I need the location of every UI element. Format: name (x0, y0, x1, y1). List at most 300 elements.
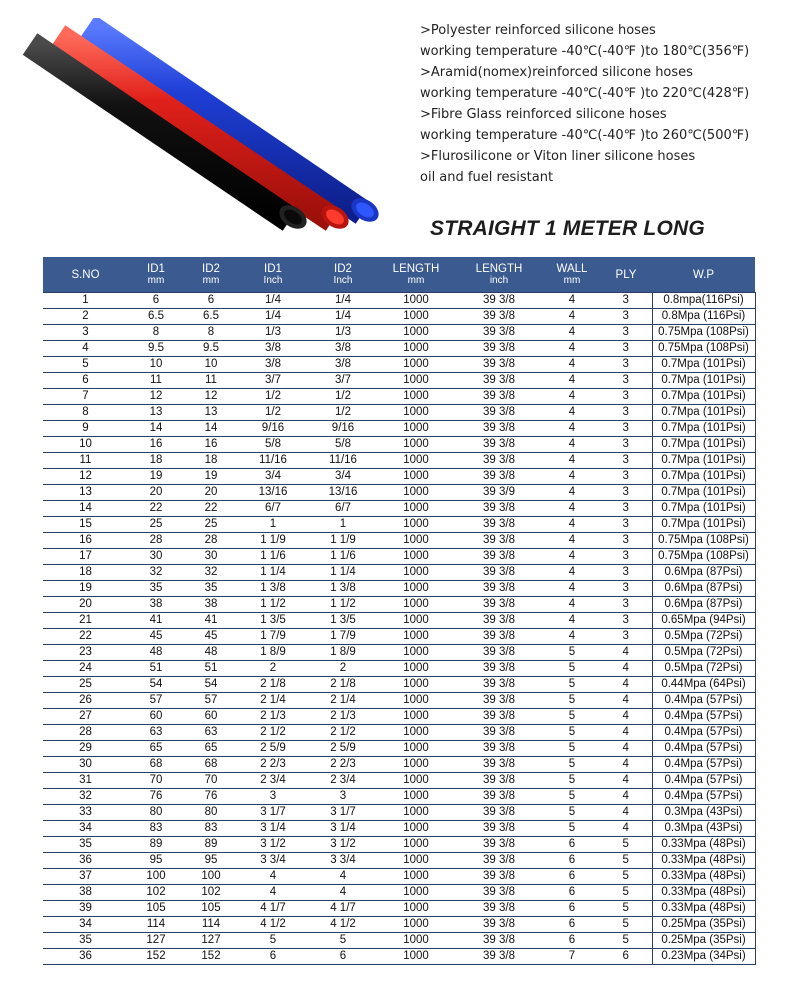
table-cell: 4 (308, 869, 378, 885)
table-cell: 0.6Mpa (87Psi) (652, 581, 755, 597)
table-cell: 152 (184, 949, 238, 965)
table-cell: 0.33Mpa (48Psi) (652, 869, 755, 885)
table-cell: 27 (43, 709, 128, 725)
table-cell: 6 (544, 933, 600, 949)
table-cell: 6/7 (308, 501, 378, 517)
table-cell: 39 3/8 (454, 325, 544, 341)
table-cell: 3/8 (308, 341, 378, 357)
table-cell: 1000 (378, 453, 454, 469)
table-cell: 8 (184, 325, 238, 341)
table-cell: 0.7Mpa (101Psi) (652, 373, 755, 389)
table-cell: 4 (600, 789, 652, 805)
table-cell: 5 (544, 757, 600, 773)
table-row (43, 837, 755, 853)
table-cell: 5 (544, 741, 600, 757)
table-cell: 1/3 (238, 325, 308, 341)
table-cell: 4 (544, 341, 600, 357)
table-row (43, 421, 755, 437)
table-cell: 3 (238, 789, 308, 805)
table-cell: 1 1/4 (308, 565, 378, 581)
table-row (43, 357, 755, 373)
table-cell: 4 (600, 805, 652, 821)
table-cell: 3 (600, 325, 652, 341)
table-cell: 1000 (378, 901, 454, 917)
table-cell: 11/16 (238, 453, 308, 469)
table-cell: 39 3/8 (454, 309, 544, 325)
table-cell: 68 (184, 757, 238, 773)
table-cell: 6 (544, 853, 600, 869)
table-cell: 39 3/8 (454, 677, 544, 693)
table-cell: 4 (544, 325, 600, 341)
table-cell: 3 (600, 629, 652, 645)
table-cell: 6.5 (184, 309, 238, 325)
table-cell: 0.75Mpa (108Psi) (652, 325, 755, 341)
table-cell: 105 (128, 901, 184, 917)
table-cell: 39 3/8 (454, 581, 544, 597)
table-cell: 0.7Mpa (101Psi) (652, 517, 755, 533)
table-cell: 5 (600, 853, 652, 869)
table-cell: 1000 (378, 661, 454, 677)
table-cell: 1 1/2 (308, 597, 378, 613)
table-cell: 45 (128, 629, 184, 645)
column-header-name: ID2 (334, 262, 352, 275)
table-cell: 4 (43, 341, 128, 357)
table-cell: 7 (544, 949, 600, 965)
table-cell: 0.6Mpa (87Psi) (652, 565, 755, 581)
table-cell: 0.7Mpa (101Psi) (652, 469, 755, 485)
table-cell: 4 (600, 677, 652, 693)
column-header-unit: Inch (333, 274, 353, 286)
table-row (43, 565, 755, 581)
table-cell: 14 (128, 421, 184, 437)
table-cell: 28 (184, 533, 238, 549)
table-cell: 39 3/8 (454, 661, 544, 677)
table-cell: 95 (184, 853, 238, 869)
spec-line: >Polyester reinforced silicone hoses (420, 23, 656, 38)
table-cell: 54 (184, 677, 238, 693)
table-cell: 0.4Mpa (57Psi) (652, 757, 755, 773)
table-cell: 13 (184, 405, 238, 421)
table-cell: 3 (600, 405, 652, 421)
table-cell: 3 3/4 (238, 853, 308, 869)
table-cell: 1/2 (308, 389, 378, 405)
table-row (43, 469, 755, 485)
table-cell: 1000 (378, 933, 454, 949)
table-cell: 26 (43, 693, 128, 709)
table-cell: 127 (128, 933, 184, 949)
table-cell: 51 (184, 661, 238, 677)
table-row (43, 869, 755, 885)
spec-line: >Fibre Glass reinforced silicone hoses (420, 107, 667, 122)
table-cell: 3/7 (238, 373, 308, 389)
table-cell: 34 (43, 917, 128, 933)
table-cell: 3 (600, 469, 652, 485)
table-cell: 5 (600, 885, 652, 901)
table-row (43, 677, 755, 693)
table-cell: 33 (43, 805, 128, 821)
table-cell: 5 (600, 837, 652, 853)
spec-table-container (43, 257, 755, 965)
table-cell: 37 (43, 869, 128, 885)
table-cell: 4 (544, 501, 600, 517)
table-cell: 83 (128, 821, 184, 837)
table-cell: 39 3/8 (454, 645, 544, 661)
column-header-name: WALL (556, 262, 588, 275)
table-cell: 4 (544, 453, 600, 469)
table-cell: 6 (308, 949, 378, 965)
table-cell: 13/16 (308, 485, 378, 501)
silicone-hoses-illustration (18, 18, 408, 238)
table-cell: 100 (128, 869, 184, 885)
table-cell: 20 (128, 485, 184, 501)
table-cell: 14 (184, 421, 238, 437)
table-cell: 0.33Mpa (48Psi) (652, 885, 755, 901)
table-cell: 1000 (378, 341, 454, 357)
table-cell: 11 (184, 373, 238, 389)
column-header (308, 257, 378, 293)
table-cell: 1 3/8 (308, 581, 378, 597)
table-cell: 3 1/7 (238, 805, 308, 821)
table-cell: 39 3/8 (454, 373, 544, 389)
table-cell: 0.75Mpa (108Psi) (652, 549, 755, 565)
table-cell: 39 3/8 (454, 629, 544, 645)
table-cell: 16 (184, 437, 238, 453)
table-cell: 1000 (378, 501, 454, 517)
table-cell: 3 (600, 453, 652, 469)
table-row (43, 325, 755, 341)
table-cell: 39 3/8 (454, 341, 544, 357)
table-cell: 95 (128, 853, 184, 869)
table-cell: 5 (544, 709, 600, 725)
table-cell: 3 (600, 373, 652, 389)
table-row (43, 757, 755, 773)
table-cell: 4 (544, 437, 600, 453)
table-row (43, 389, 755, 405)
table-row (43, 613, 755, 629)
table-cell: 2 1/4 (238, 693, 308, 709)
table-cell: 1000 (378, 709, 454, 725)
table-cell: 13 (128, 405, 184, 421)
column-header (378, 257, 454, 293)
table-cell: 4 (600, 661, 652, 677)
table-cell: 48 (128, 645, 184, 661)
table-cell: 39 3/8 (454, 293, 544, 309)
table-cell: 2 3/4 (308, 773, 378, 789)
table-cell: 6 (544, 869, 600, 885)
column-header (454, 257, 544, 293)
table-cell: 4 1/7 (238, 901, 308, 917)
table-row (43, 821, 755, 837)
table-cell: 6 (544, 837, 600, 853)
table-cell: 10 (128, 357, 184, 373)
table-cell: 0.4Mpa (57Psi) (652, 741, 755, 757)
table-row (43, 485, 755, 501)
column-header-name: ID1 (147, 262, 165, 275)
table-row (43, 437, 755, 453)
table-cell: 114 (128, 917, 184, 933)
column-header (128, 257, 184, 293)
table-cell: 89 (184, 837, 238, 853)
table-cell: 83 (184, 821, 238, 837)
table-cell: 5 (544, 677, 600, 693)
table-cell: 39 3/8 (454, 453, 544, 469)
table-cell: 0.75Mpa (108Psi) (652, 341, 755, 357)
table-cell: 4 (544, 293, 600, 309)
table-cell: 4 (238, 869, 308, 885)
table-cell: 15 (43, 517, 128, 533)
table-cell: 3 (600, 565, 652, 581)
table-cell: 4 (544, 421, 600, 437)
table-cell: 3/7 (308, 373, 378, 389)
table-cell: 9 (43, 421, 128, 437)
table-cell: 1000 (378, 645, 454, 661)
table-cell: 3 1/7 (308, 805, 378, 821)
table-cell: 3 (308, 789, 378, 805)
table-cell: 0.25Mpa (35Psi) (652, 933, 755, 949)
table-cell: 1 1/6 (238, 549, 308, 565)
table-cell: 4 (544, 517, 600, 533)
table-cell: 0.4Mpa (57Psi) (652, 773, 755, 789)
table-cell: 1 3/5 (238, 613, 308, 629)
table-cell: 6 (43, 373, 128, 389)
table-cell: 1000 (378, 917, 454, 933)
table-cell: 1000 (378, 421, 454, 437)
table-cell: 3 3/4 (308, 853, 378, 869)
table-cell: 57 (128, 693, 184, 709)
table-cell: 76 (128, 789, 184, 805)
table-cell: 65 (128, 741, 184, 757)
table-cell: 20 (43, 597, 128, 613)
table-cell: 4 (308, 885, 378, 901)
column-header-name: ID1 (264, 262, 282, 275)
column-header-unit: mm (563, 274, 581, 286)
table-cell: 1000 (378, 821, 454, 837)
column-header-name: W.P (692, 268, 715, 281)
table-cell: 0.7Mpa (101Psi) (652, 357, 755, 373)
table-cell: 57 (184, 693, 238, 709)
table-cell: 39 3/8 (454, 837, 544, 853)
column-header (600, 257, 652, 293)
table-cell: 39 3/8 (454, 565, 544, 581)
table-cell: 6 (184, 293, 238, 309)
table-cell: 16 (43, 533, 128, 549)
table-cell: 1/4 (308, 293, 378, 309)
column-header-name: LENGTH (392, 262, 440, 275)
table-cell: 5 (544, 805, 600, 821)
table-cell: 39 3/8 (454, 357, 544, 373)
table-cell: 12 (43, 469, 128, 485)
table-cell: 3/8 (308, 357, 378, 373)
column-header-name: ID2 (202, 262, 220, 275)
table-cell: 5 (238, 933, 308, 949)
table-cell: 1 3/8 (238, 581, 308, 597)
column-header-unit: inch (489, 274, 509, 286)
table-cell: 39 3/8 (454, 517, 544, 533)
table-row (43, 293, 755, 309)
table-cell: 1000 (378, 629, 454, 645)
table-cell: 2 1/8 (308, 677, 378, 693)
table-cell: 68 (128, 757, 184, 773)
table-cell: 4 (544, 581, 600, 597)
table-cell: 39 3/8 (454, 437, 544, 453)
table-cell: 39 3/8 (454, 693, 544, 709)
table-cell: 0.4Mpa (57Psi) (652, 725, 755, 741)
table-row (43, 693, 755, 709)
table-cell: 9/16 (238, 421, 308, 437)
table-cell: 39 3/8 (454, 421, 544, 437)
table-cell: 24 (43, 661, 128, 677)
table-row (43, 661, 755, 677)
table-cell: 2 5/9 (308, 741, 378, 757)
spec-line: >Aramid(nomex)reinforced silicone hoses (420, 65, 693, 80)
spec-line: working temperature -40℃(-40℉ )to 260℃(500℉) (420, 128, 750, 143)
table-cell: 10 (184, 357, 238, 373)
table-cell: 18 (43, 565, 128, 581)
table-cell: 28 (128, 533, 184, 549)
table-cell: 1 8/9 (308, 645, 378, 661)
table-cell: 1000 (378, 325, 454, 341)
table-cell: 36 (43, 949, 128, 965)
table-cell: 39 3/8 (454, 885, 544, 901)
column-header (544, 257, 600, 293)
table-cell: 0.6Mpa (87Psi) (652, 597, 755, 613)
table-row (43, 949, 755, 965)
table-cell: 39 3/8 (454, 789, 544, 805)
table-cell: 1000 (378, 757, 454, 773)
table-row (43, 885, 755, 901)
table-cell: 70 (128, 773, 184, 789)
table-row (43, 581, 755, 597)
table-cell: 5 (544, 725, 600, 741)
table-cell: 6 (544, 885, 600, 901)
column-header (652, 257, 755, 293)
table-cell: 4 (544, 357, 600, 373)
table-cell: 0.7Mpa (101Psi) (652, 421, 755, 437)
table-row (43, 501, 755, 517)
table-cell: 4 (544, 469, 600, 485)
table-cell: 5 (600, 933, 652, 949)
table-cell: 4 (544, 533, 600, 549)
table-cell: 60 (184, 709, 238, 725)
spec-table (43, 257, 756, 965)
table-row (43, 789, 755, 805)
table-cell: 11 (128, 373, 184, 389)
table-cell: 1/2 (238, 405, 308, 421)
table-cell: 2 1/2 (308, 725, 378, 741)
table-cell: 39 3/8 (454, 533, 544, 549)
table-cell: 22 (184, 501, 238, 517)
table-cell: 0.5Mpa (72Psi) (652, 661, 755, 677)
table-cell: 4 (600, 821, 652, 837)
table-cell: 1000 (378, 373, 454, 389)
table-row (43, 597, 755, 613)
table-cell: 6 (600, 949, 652, 965)
table-cell: 34 (43, 821, 128, 837)
table-cell: 35 (184, 581, 238, 597)
column-header-unit: Inch (263, 274, 283, 286)
table-cell: 1000 (378, 437, 454, 453)
table-cell: 18 (184, 453, 238, 469)
table-cell: 0.33Mpa (48Psi) (652, 853, 755, 869)
table-cell: 4 (600, 693, 652, 709)
table-cell: 3 (43, 325, 128, 341)
material-spec-list (420, 20, 790, 188)
table-cell: 39 3/8 (454, 853, 544, 869)
table-cell: 3 1/2 (308, 837, 378, 853)
table-cell: 4 (544, 485, 600, 501)
table-cell: 3 (600, 309, 652, 325)
table-cell: 39 (43, 901, 128, 917)
table-cell: 1000 (378, 949, 454, 965)
table-cell: 22 (43, 629, 128, 645)
table-cell: 152 (128, 949, 184, 965)
table-cell: 6 (128, 293, 184, 309)
table-cell: 35 (43, 933, 128, 949)
table-cell: 39 3/8 (454, 725, 544, 741)
table-cell: 19 (128, 469, 184, 485)
table-cell: 0.8mpa(116Psi) (652, 293, 755, 309)
table-cell: 4 (544, 629, 600, 645)
table-cell: 32 (43, 789, 128, 805)
table-cell: 16 (128, 437, 184, 453)
spec-line: oil and fuel resistant (420, 170, 554, 185)
table-cell: 31 (43, 773, 128, 789)
table-row (43, 309, 755, 325)
table-cell: 3 (600, 357, 652, 373)
table-cell: 29 (43, 741, 128, 757)
table-cell: 21 (43, 613, 128, 629)
table-cell: 3 1/2 (238, 837, 308, 853)
table-cell: 3 (600, 517, 652, 533)
table-cell: 3 (600, 501, 652, 517)
table-cell: 4 (544, 389, 600, 405)
table-cell: 1000 (378, 693, 454, 709)
table-cell: 0.33Mpa (48Psi) (652, 837, 755, 853)
table-cell: 39 3/8 (454, 917, 544, 933)
table-cell: 5 (544, 645, 600, 661)
table-cell: 0.33Mpa (48Psi) (652, 901, 755, 917)
table-cell: 39 3/9 (454, 485, 544, 501)
table-cell: 39 3/8 (454, 501, 544, 517)
table-cell: 1/2 (238, 389, 308, 405)
table-cell: 19 (43, 581, 128, 597)
table-cell: 39 3/8 (454, 821, 544, 837)
table-cell: 41 (128, 613, 184, 629)
table-cell: 20 (184, 485, 238, 501)
table-cell: 4 1/2 (238, 917, 308, 933)
spec-line: working temperature -40℃(-40℉ )to 220℃(428℉) (420, 86, 750, 101)
table-cell: 39 3/8 (454, 597, 544, 613)
table-cell: 4 (544, 405, 600, 421)
table-cell: 2 2/3 (238, 757, 308, 773)
table-cell: 4 (600, 773, 652, 789)
table-row (43, 629, 755, 645)
column-header (43, 257, 128, 293)
table-cell: 11/16 (308, 453, 378, 469)
table-cell: 39 3/8 (454, 741, 544, 757)
column-header-unit: mm (202, 274, 220, 286)
spec-line: working temperature -40℃(-40℉ )to 180℃(356℉) (420, 44, 750, 59)
table-cell: 1000 (378, 405, 454, 421)
table-cell: 3 (600, 533, 652, 549)
red-hose (58, 36, 353, 234)
table-cell: 70 (184, 773, 238, 789)
table-cell: 0.5Mpa (72Psi) (652, 629, 755, 645)
table-cell: 25 (43, 677, 128, 693)
table-cell: 0.75Mpa (108Psi) (652, 533, 755, 549)
table-cell: 89 (128, 837, 184, 853)
table-cell: 1 1/6 (308, 549, 378, 565)
